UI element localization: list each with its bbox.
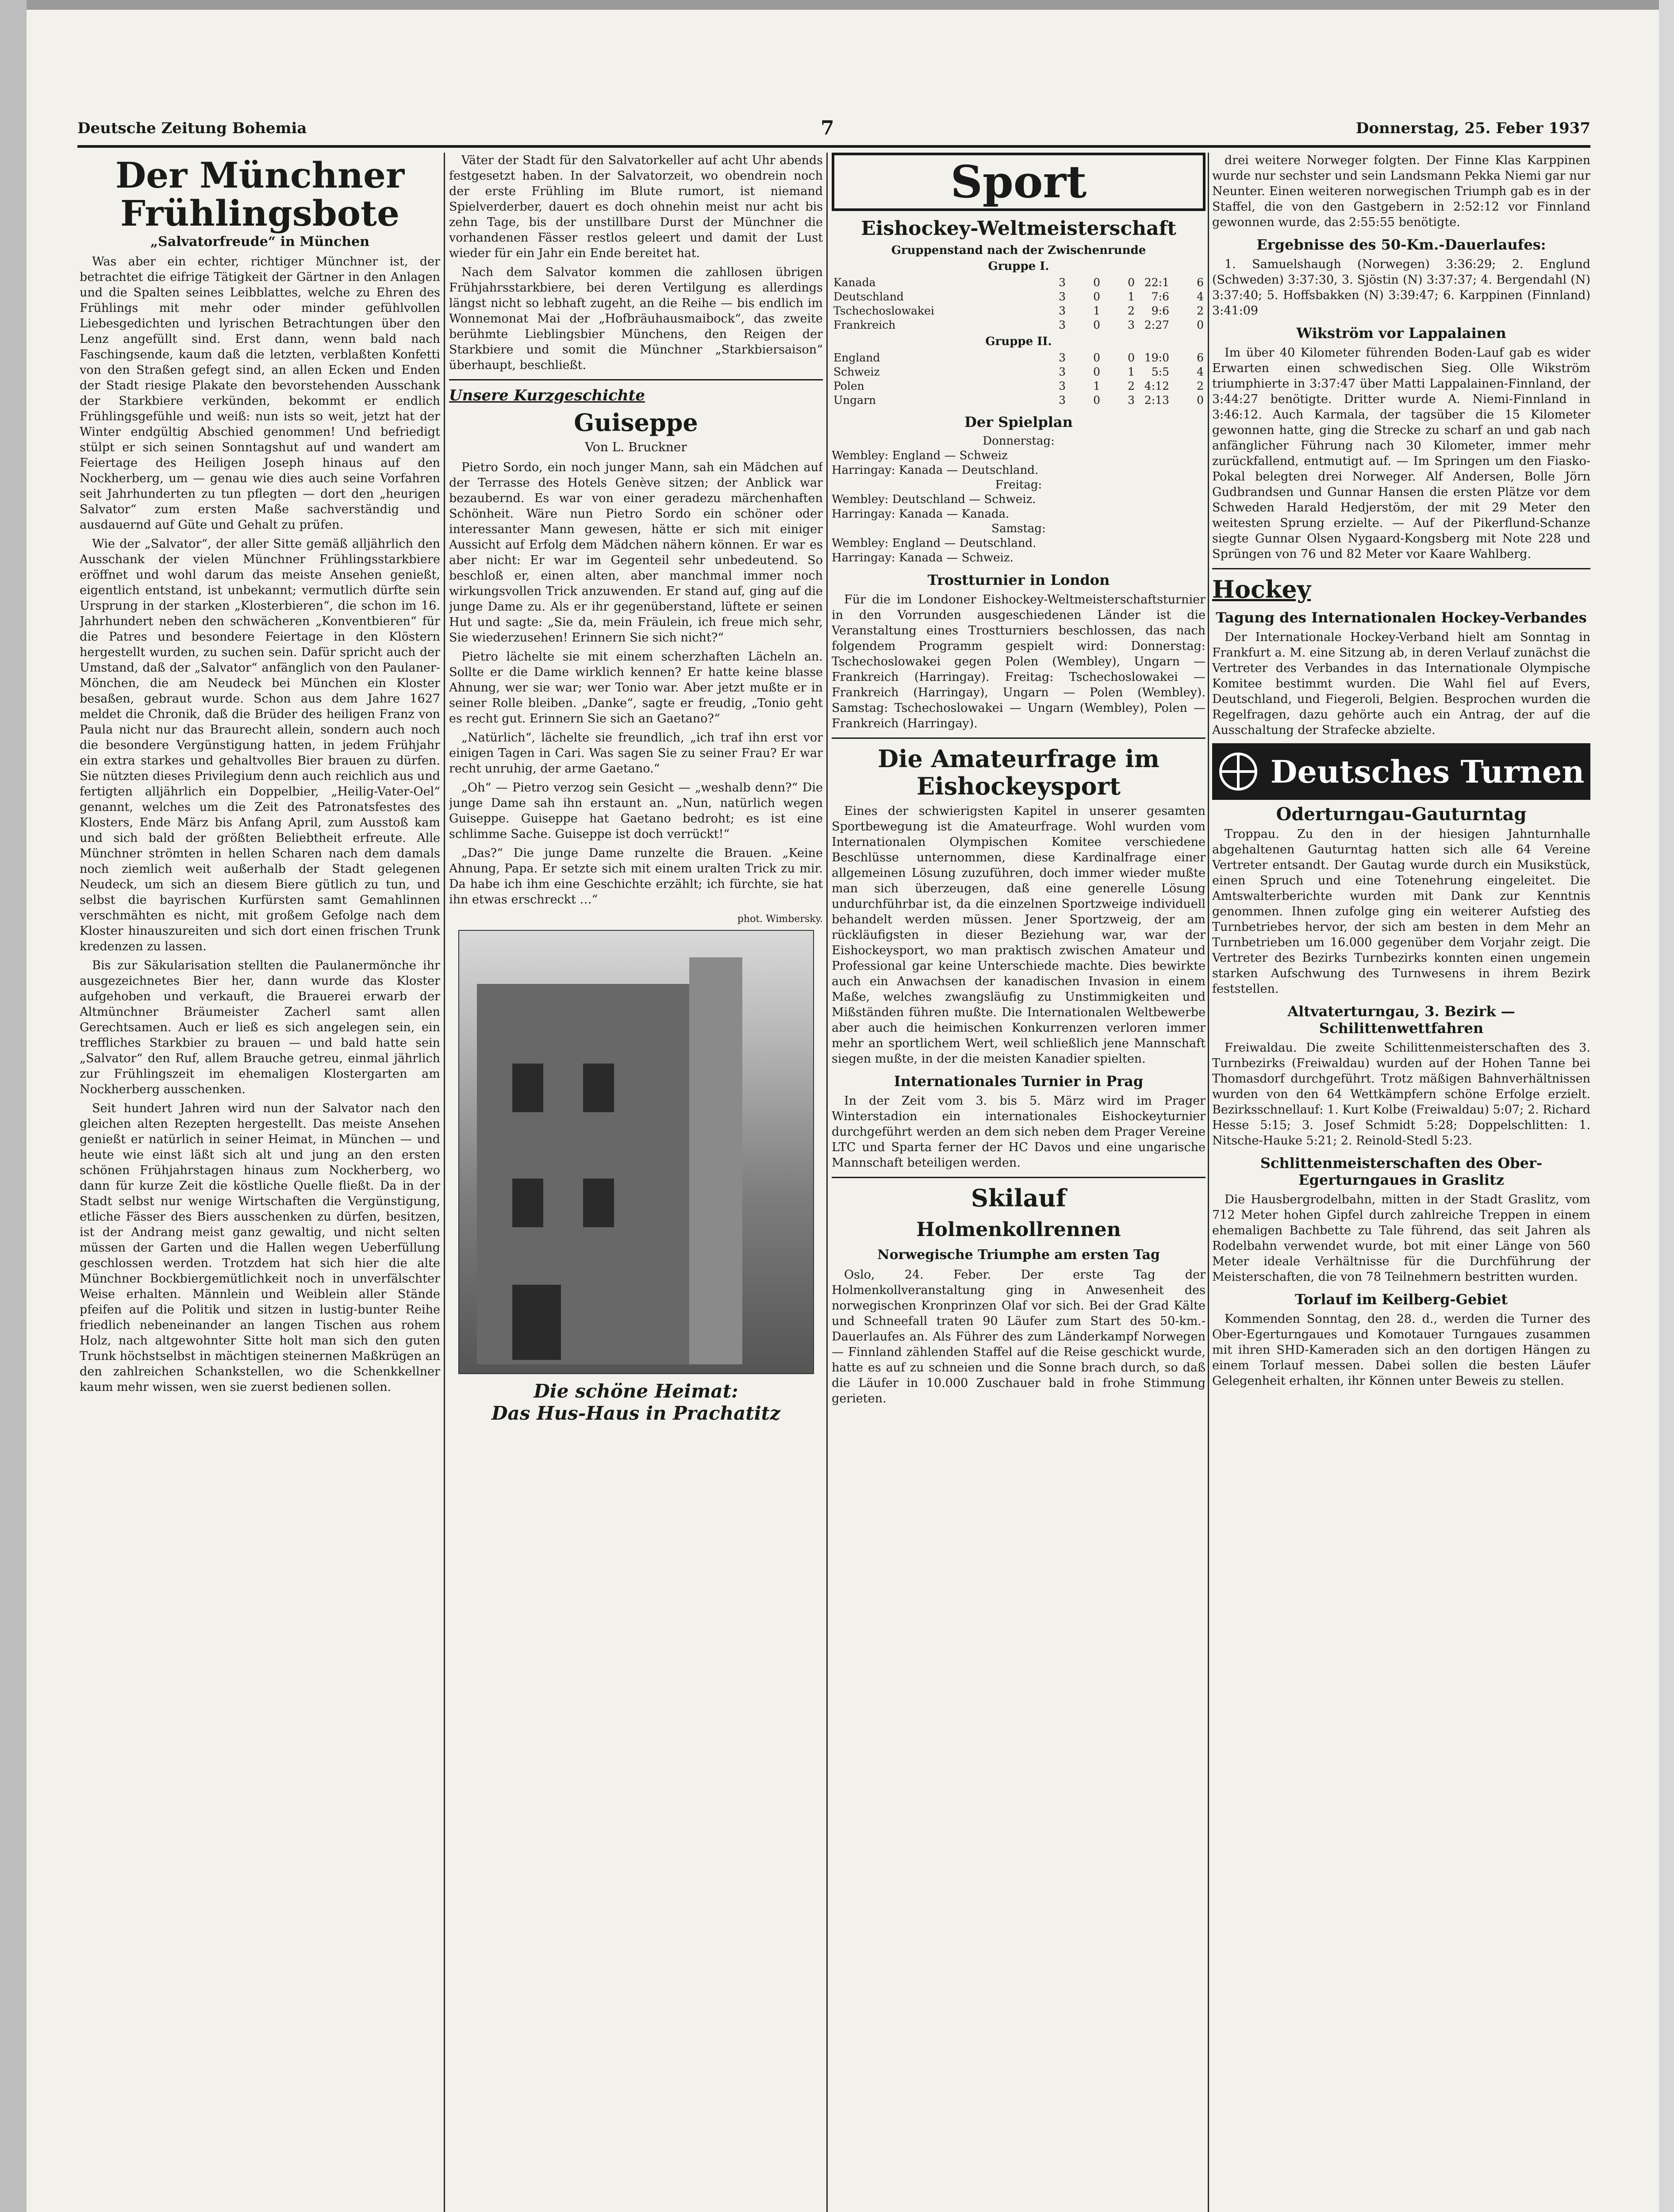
schedule-day: Samstag: bbox=[991, 522, 1046, 535]
ski-section-title: Skilauf bbox=[971, 1184, 1066, 1212]
holmen-subtitle: Norwegische Triumphe am ersten Tag bbox=[877, 1247, 1160, 1263]
photo-credit: phot. Wimbersky. bbox=[737, 914, 823, 925]
rubric-label: Unsere Kurzgeschichte bbox=[449, 387, 645, 404]
column-divider bbox=[1208, 153, 1209, 2212]
schedule-title: Der Spielplan bbox=[964, 414, 1073, 430]
story-byline: Von L. Bruckner bbox=[585, 440, 687, 454]
deutsches-turnen-banner bbox=[1212, 743, 1590, 800]
article-continuation: Nach dem Salvator kommen die zahllosen übrigen Frühjahrsstarkbiere, bei deren Vertilgung es allerdings längst nicht so lebhaft zugeht, an die Reihe — bis endlich im Wonnemonat Mai der „Hofbräuhausmaibock“, das zweite berühmte Lieblingsbier Münchens, den Reigen der Starkbiere und somit die Münchner „Starkbiersaison“ überhaupt, beschließt. bbox=[449, 265, 823, 372]
story-title: Guiseppe bbox=[574, 408, 698, 437]
photo-window bbox=[512, 1064, 543, 1112]
schedule-match: Harringay: Kanada — Schweiz. bbox=[832, 551, 1014, 565]
column-guiseppe bbox=[449, 153, 823, 2212]
hockey-text: Der Internationale Hockey-Verband hielt am Sonntag in Frankfurt a. M. eine Sitzung ab, in deren Verlauf zunächst die Vertreter des Verbandes in das Internationale Olympische Komitee bestimmt wurden. Die Wahl fiel auf Evers, Deutschland, und Fiegeroli, Belgien. Besprochen wurden die Regelfragen, dazu gehörte auch ein Antrag, der auf die Ausschaltung der Strafecke abzielte. bbox=[1212, 630, 1590, 737]
schedule-day: Donnerstag: bbox=[983, 434, 1055, 448]
column-sport bbox=[832, 153, 1206, 2212]
schedule-match: Harringay: Kanada — Deutschland. bbox=[832, 464, 1039, 477]
article-continuation: Väter der Stadt für den Salvatorkeller auf acht Uhr abends festgesetzt haben. In der Salvatorzeit, wo obendrein noch der erste Frühling im Blute rumort, ist niemand Spielverderber, dauert es doch ohnehin meist nur acht bis zehn Tage, bis der unstillbare Durst der Münchner die vorhandenen Fässer restlos geleert und damit der Lust wieder für ein Jahr ein Ende bereitet hat. bbox=[449, 154, 823, 260]
trost-text: Für die im Londoner Eishockey-Weltmeisterschaftsturnier in den Vorrunden ausgeschiedenen Länder ist die Veranstaltung eines Trostturniers beschlossen, das nach folgendem Programm gespielt wird: Donnerstag: Tschechoslowakei gegen Polen (Wembley), Ungarn — Frankreich (Harringay). Freitag: Tschechoslowakei — Frankreich (Harringay), Ungarn — Polen (Wembley). Samstag: Tschechoslowakei — Ungarn (Wembley), Polen — Frankreich (Harringay). bbox=[832, 593, 1206, 730]
table-row: Frankreich 3 0 3 2:27 0 bbox=[833, 319, 1204, 331]
story-paragraph: Pietro lächelte sie mit einem scherzhaften Lächeln an. Sollte er die Dame wirklich kennen? Er hatte keine blasse Ahnung, wer sie war; wer Tonio war. Aber jetzt mußte er in seiner Rolle bleiben. „Danke“, sagte er freudig, „Tonio geht es recht gut. Erinnern Sie sich an Gaetano?“ bbox=[449, 650, 823, 726]
story-paragraph: Pietro Sordo, ein noch junger Mann, sah ein Mädchen auf der Terrasse des Hotels Genève sitzen; der Anblick war bezaubernd. Es war von einer geradezu märchenhaften Schönheit. Wäre nun Pietro Sordo ein schöner oder interessanter Mann gewesen, hätte er sich mit einiger Aussicht auf Erfolg dem Mädchen nähern können. Er war es aber nicht: Er war im Gegenteil sehr unbedeutend. So beschloß er, einen alten, aber manchmal immer noch wirkungsvollen Trick anzuwenden. Er stand auf, ging auf die junge Dame zu. Als er ihr gegenüberstand, lüftete er seinen Hut und sagte: „Sie da, mein Fräulein, ich freue mich sehr, Sie wiederzusehen! Erinnern Sie sich nicht?“ bbox=[449, 461, 823, 645]
column-muenchner-fruehlingsbote bbox=[80, 153, 440, 2212]
table-row: Tschechoslowakei 3 1 2 9:6 2 bbox=[833, 304, 1204, 317]
group-label: Gruppe I. bbox=[988, 260, 1049, 273]
schedule-match: Wembley: England — Deutschland. bbox=[832, 537, 1037, 550]
torlauf-title: Torlauf im Keilberg-Gebiet bbox=[1295, 1291, 1508, 1308]
ski-continuation: drei weitere Norweger folgten. Der Finne Klas Karppinen wurde nur sechster und sein Landsmann Pekka Niemi gar nur Neunter. Einen weiteren norwegischen Triumph gab es in der Staffel, die von den Gastgebern in 2:52:12 vor Finnland gewonnen wurde, das 2:55:55 benötigte. bbox=[1212, 154, 1590, 229]
hockey-wm-title: Eishockey-Weltmeisterschaft bbox=[861, 217, 1176, 240]
photo-caption bbox=[449, 1380, 823, 1425]
article-title: Der Münchner Frühlingsbote bbox=[115, 154, 405, 234]
column-sport-right bbox=[1212, 153, 1590, 2212]
table-row: England 3 0 0 19:0 6 bbox=[833, 351, 1204, 364]
turner-cross-icon bbox=[1218, 752, 1258, 791]
banner-label: Deutsches Turnen bbox=[1270, 753, 1585, 790]
results-title: Ergebnisse des 50-Km.-Dauerlaufes: bbox=[1256, 236, 1546, 253]
column-divider bbox=[444, 153, 445, 2212]
international-text: In der Zeit vom 3. bis 5. März wird im Prager Winterstadion ein internationales Eishockeyturnier durchgeführt werden an dem sich neben dem Prager Vereine LTC und Sparta ferner der HC Davos und eine ungarische Mannschaft beteiligen werden. bbox=[832, 1094, 1206, 1170]
column-divider bbox=[826, 153, 828, 2212]
egau-title: Schlittenmeisterschaften des Ober-Egerturngaues in Graslitz bbox=[1260, 1155, 1543, 1188]
schedule-list bbox=[832, 434, 1206, 565]
scan-edge-right bbox=[1659, 0, 1674, 2212]
page-header bbox=[77, 116, 1590, 142]
schedule-match: Wembley: England — Schweiz bbox=[832, 449, 1008, 462]
scan-edge-left bbox=[0, 0, 27, 2212]
bezirk-text: Freiwaldau. Die zweite Schilittenmeisterschaften des 3. Turnbezirks (Freiwaldau) wurden auf der Hohen Tanne bei Thomasdorf durchgeführt. Trotz mäßigen Bahnverhältnissen wurden von den 64 Wettkämpfern schöne Erfolge erzielt. Bezirksschnellauf: 1. Kurt Kolbe (Freiwaldau) 5:07; 2. Richard Hesse 5:15; 3. Josef Schmidt 5:28; Doppelschlitten: 1. Nitsche-Hauke 5:21; 2. Reinold-Stedl 5:23. bbox=[1212, 1041, 1590, 1148]
trost-title: Trostturnier in London bbox=[927, 572, 1110, 588]
article-paragraph: Wie der „Salvator“, der aller Sitte gemäß alljährlich den Ausschank der vielen Münchner Frühlingsstarkbiere eröffnet und wohl darum das meiste Ansehen genießt, eigentlich entstand, ist unbekannt; vermutlich dürfte sein Ursprung in der starken „Klosterbieren“, die schon im 16. Jahrhundert neben den schwächeren „Konventbieren“ für die Patres und besondere Feiertage in den Klöstern hergestellt wurden, zu suchen sein. Dafür spricht auch der Umstand, daß der „Salvator“ anfänglich von den Paulaner-Mönchen, die am Neudeck bei München ein Kloster besaßen, gebraut wurde. Schon aus dem Jahre 1627 meldet die Chronik, daß die Brüder des heiligen Franz von Paula nicht nur das Braurecht allein, sondern auch noch die besondere Vergünstigung hatten, in jedem Frühjahr ein extra starkes und gehaltvolles Bier brauen zu dürfen. Sie nützten dieses Privilegium denn auch reichlich aus und fertigten alljährlich ein Doppelbier, „Heilig-Vater-Oel“ genannt, welches um die Zeit des Patronatsfestes des Klosters, Ende März bis Anfang April, zum Ausstoß kam und sich bald der größten Beliebtheit erfreute. Alle Münchner strömten in hellen Scharen nach dem damals noch ziemlich weit außerhalb der Stadt gelegenen Neudeck, um sich an diesem Biere gütlich zu tun, und selbst die bayrischen Kurfürsten samt Gemahlinnen verschmähten es nicht, mit großem Gefolge nach dem Kloster hinauszureiten und sich dort einen frischen Trunk kredenzen zu lassen. bbox=[80, 537, 440, 953]
article-paragraph: Seit hundert Jahren wird nun der Salvator nach den gleichen alten Rezepten hergestellt. Das meiste Ansehen genießt er natürlich in seiner Heimat, in München — und heute wie einst läßt sich alt und jung an den ersten schönen Frühjahrstagen hinaus zum Nockherberg, wo dann für kurze Zeit die köstliche Quelle fließt. Da in der Stadt selbst nur wenige Wirtschaften die Vergünstigung, etliche Fässer des Biers ausschenken zu dürfen, besitzen, ist der Andrang meist ganz gewaltig, und nicht selten müssen der Garten und die Hallen wegen Ueberfüllung geschlossen werden. Trotzdem hat sich hier die alte Münchner Bockbiergemütlichkeit noch in unverfälschter Weise erhalten. Männlein und Weiblein aller Stände pfeifen auf die Politik und sitzen in lustig-bunter Reihe friedlich nebeneinander an langen Tischen aus rohem Holz, nach altgewohnter Sitte holt man sich den guten Trunk höchstselbst in mächtigen steinernen Maßkrügen an den zahlreichen Schankstellen, wo die Schenkkellner kaum mehr wissen, wen sie zuerst bedienen sollen. bbox=[80, 1102, 440, 1394]
article-paragraph: Bis zur Säkularisation stellten die Paulanermönche ihr ausgezeichnetes Bier her, dann wurde das Kloster aufgehoben und verkauft, die Brauerei erwarb der Altmünchner Bräumeister Zacherl samt allen Gerechtsamen. Auch er ließ es sich angelegen sein, ein treffliches Starkbier zu brauen — und bald hatte sein „Salvator“ den Ruf, allem Brauche getreu, einmal jährlich zur Frühlingszeit im ehemaligen Klostergarten am Nockherberg ausschenken. bbox=[80, 959, 440, 1096]
turngau-title: Oderturngau-Gauturntag bbox=[1276, 804, 1527, 825]
schedule-match: Harringay: Kanada — Kanada. bbox=[832, 507, 1010, 521]
story-paragraph: „Oh“ — Pietro verzog sein Gesicht — „weshalb denn?“ Die junge Dame sah ihn erstaunt an. „Nun, natürlich wegen Guiseppe. Guiseppe hat Gaetano bedroht; es ist eine schlimme Sache. Guiseppe ist doch verrückt!“ bbox=[449, 781, 823, 841]
header-rule bbox=[77, 145, 1590, 148]
standings-table-group1 bbox=[832, 276, 1206, 332]
photo-tower bbox=[689, 957, 742, 1364]
wikstroem-title: Wikström vor Lappalainen bbox=[1296, 325, 1506, 342]
photo-window bbox=[512, 1179, 543, 1227]
photo-window bbox=[583, 1179, 614, 1227]
scan-edge-top bbox=[0, 0, 1674, 10]
bezirk-title: Altvaterturngau, 3. Bezirk — Schilittenwettfahren bbox=[1287, 1003, 1515, 1037]
photo-window bbox=[583, 1064, 614, 1112]
schedule-day: Freitag: bbox=[995, 478, 1042, 492]
story-paragraph: „Das?“ Die junge Dame runzelte die Brauen. „Keine Ahnung, Papa. Er setzte sich mit einem uralten Trick zu mir. Da habe ich ihm eine Geschichte erzählt; ich fürchte, sie hat ihn etwas erschreckt …“ bbox=[449, 846, 823, 906]
section-rule bbox=[449, 379, 823, 380]
table-row: Deutschland 3 0 1 7:6 4 bbox=[833, 290, 1204, 303]
table-row: Polen 3 1 2 4:12 2 bbox=[833, 380, 1204, 392]
table-row: Schweiz 3 0 1 5:5 4 bbox=[833, 365, 1204, 378]
group-label: Gruppe II. bbox=[985, 335, 1052, 348]
photo-doorway bbox=[512, 1285, 561, 1360]
holmen-text: Oslo, 24. Feber. Der erste Tag der Holmenkollveranstaltung ging in Anwesenheit des norwegischen Kronprinzen Olaf vor sich. Bei der Grad Kälte und Schneefall traten 90 Läufer zum Start des 50-km.-Dauerlaufes an. Als Führer des zum Länderkampf Norwegen — Finnland zählenden Staffel auf die Reise geschickt wurde, hatte es auf zu schneien und die Sonne brach durch, so daß die Läufer in 10.000 Zuschauer bald in frohe Stimmung gerieten. bbox=[832, 1268, 1206, 1406]
hockey-subtitle: Tagung des Internationalen Hockey-Verbandes bbox=[1216, 609, 1587, 626]
schedule-match: Wembley: Deutschland — Schweiz. bbox=[832, 493, 1036, 506]
article-subtitle: „Salvatorfreude“ in München bbox=[150, 234, 370, 250]
masthead-name: Deutsche Zeitung Bohemia bbox=[77, 119, 307, 137]
table-row: Ungarn 3 0 3 2:13 0 bbox=[833, 394, 1204, 407]
section-rule bbox=[832, 1177, 1206, 1178]
amateur-text: Eines der schwierigsten Kapitel in unserer gesamten Sportbewegung ist die Amateurfrage. Wohl wurden vom Internationalen Olympischen Komitee verschiedene Beschlüsse unternommen, diese Kardinalfrage einer allgemeinen Lösung zuzuführen, doch immer wieder mußte man sich überzeugen, daß eine generelle Lösung undurchführbar ist, da die einzelnen Sportzweige individuell behandelt werden müssen. Jener Sportzweig, der am rückläufigsten in dieser Beziehung war, war der Eishockeysport, wo man praktisch zwischen Amateur und Professional gar keine Unterschiede machte. Dies bewirkte auch ein Anwachsen der kanadischen Invasion in einem Maße, welches zwangsläufig zu Unstimmigkeiten und Mißständen führen mußte. Die Internationalen Weltbewerbe aber auch die heimischen Konkurrenzen verloren immer mehr an sportlichem Wert, weil schließlich jene Mannschaft siegen mußte, in der die meisten Kanadier spielten. bbox=[832, 804, 1206, 1066]
table-row: Kanada 3 0 0 22:1 6 bbox=[833, 276, 1204, 289]
results-text: 1. Samuelshaugh (Norwegen) 3:36:29; 2. Englund (Schweden) 3:37:30, 3. Sjöstin (N) 3:37:37; 4. Bergendahl (N) 3:37:40; 5. Hoffsbakken (N) 3:39:47; 6. Karppinen (Finnland) 3:41:09 bbox=[1212, 257, 1590, 318]
amateur-title: Die Amateurfrage im Eishockeysport bbox=[878, 745, 1160, 800]
hus-haus-photo bbox=[458, 930, 814, 1374]
issue-date: Donnerstag, 25. Feber 1937 bbox=[1355, 119, 1590, 137]
holmen-title: Holmenkollrennen bbox=[916, 1218, 1121, 1241]
section-title-sport: Sport bbox=[832, 153, 1206, 211]
section-rule bbox=[1212, 568, 1590, 569]
wikstroem-text: Im über 40 Kilometer führenden Boden-Lauf gab es wider Erwarten einen schwedischen Sieg. Olle Wikström triumphierte in 3:37:47 über Matti Lappalainen-Finnland, der 3:44:27 benötigte. Dritter wurde A. Niemi-Finnland in 3:46:12. Auch Karmala, der tagsüber die 15 Kilometer gewonnen hatte, ging die Strecke zu scharf an und gab nach anfänglicher Führung nach 30 Kilometer, immer mehr zurückfallend, entmutigt auf. — Im Springen um den Fiasko-Pokal belegten drei Norweger. Alf Andersen, Bolle Jörn Gudbrandsen und Gunnar Hansen die ersten Plätze vor dem Schweden Harald Hedjerstöm, der mit 29 Meter den weitesten Sprung erzielte. — Auf der Pikerflund-Schanze siegte Gunnar Olsen Nygaard-Kongsberg mit Note 228 und Sprüngen von 76 und 82 Meter vor Kaare Wahlberg. bbox=[1212, 346, 1590, 561]
hockey-section-title: Hockey bbox=[1212, 575, 1311, 603]
international-title: Internationales Turnier in Prag bbox=[894, 1073, 1144, 1090]
caption-line: Das Hus-Haus in Prachatitz bbox=[491, 1402, 780, 1424]
egau-text: Die Hausbergrodelbahn, mitten in der Stadt Graslitz, vom 712 Meter hohen Gipfel durch zahlreiche Treppen in einem ehemaligen Bachbette zu Tale führend, das seit Jahren als Rodelbahn verwendet wurde, bot mit einer Länge von 560 Meter ideale Verhältnisse für die Durchführung der Meisterschaften, die von 78 Teilnehmern bestritten wurden. bbox=[1212, 1193, 1590, 1284]
section-rule bbox=[832, 737, 1206, 739]
article-paragraph: Was aber ein echter, richtiger Münchner ist, der betrachtet die eifrige Tätigkeit der Gärtner in den Anlagen und die Spalten seines Leibblattes, welche zu Ehren des Frühlings mit mehr oder minder gefühlvollen Liebesgedichten und lyrischen Betrachtungen über den Lenz angefüllt sind. Erst dann, wenn bald nach Faschingsende, kaum daß die letzten, verblaßten Konfetti von den Straßen gefegt sind, an allen Ecken und Enden der Stadt riesige Plakate den bevorstehenden Ausschank der Starkbiere verkünden, bekommt er endlich Frühlingsgefühle und weiß: nun ists so weit, jetzt hat der Winter endgültig Abschied genommen! Und befriedigt stülpt er sich seinen Sonntagshut auf und wandert am Feiertage des Heiligen Joseph hinaus auf den Nockherberg, um — genau wie dies auch seine Vorfahren seit Jahrhunderten zu tun pflegten — dort den „heurigen Salvator“ zum ersten Maße sachverständig und ausdauernd auf Güte und Gehalt zu prüfen. bbox=[80, 255, 440, 532]
page-number: 7 bbox=[821, 117, 834, 139]
standings-table-group2 bbox=[832, 351, 1206, 407]
caption-line: Die schöne Heimat: bbox=[534, 1380, 738, 1402]
torlauf-text: Kommenden Sonntag, den 28. d., werden die Turner des Ober-Egerturngaues und Komotauer Turngaues zusammen mit ihren SHD-Kameraden sich an den dortigen Hängen zu einem Torlauf messen. Dabei sollen die besten Läufer Gelegenheit erhalten, ihr Können unter Beweis zu stellen. bbox=[1212, 1312, 1590, 1388]
standings-subtitle: Gruppenstand nach der Zwischenrunde bbox=[891, 244, 1146, 257]
turngau-text: Troppau. Zu den in der hiesigen Jahnturnhalle abgehaltenen Gauturntag hatten sich alle 64 Vereine Vertreter entsandt. Der Gautag wurde durch ein Musikstück, einen Spruch und eine Totenehrung eingeleitet. Die Amtswalterberichte wurden mit Dank zur Kenntnis genommen. Ihnen zufolge ging ein weiterer Aufstieg des Turnbetriebes hervor, der sich am besten in dem Mehr an Turnbetrieben um 16.000 gegenüber dem Vorjahr zeigt. Die Vertreter des Bezirks Turnbezirks konnten einen ungemein starken Aufschwung des Turnwesens in ihrem Bezirk feststellen. bbox=[1212, 827, 1590, 996]
story-paragraph: „Natürlich“, lächelte sie freundlich, „ich traf ihn erst vor einigen Tagen in Cari. Was sagen Sie zu seiner Frau? Er war recht unruhig, der arme Gaetano.“ bbox=[449, 731, 823, 776]
